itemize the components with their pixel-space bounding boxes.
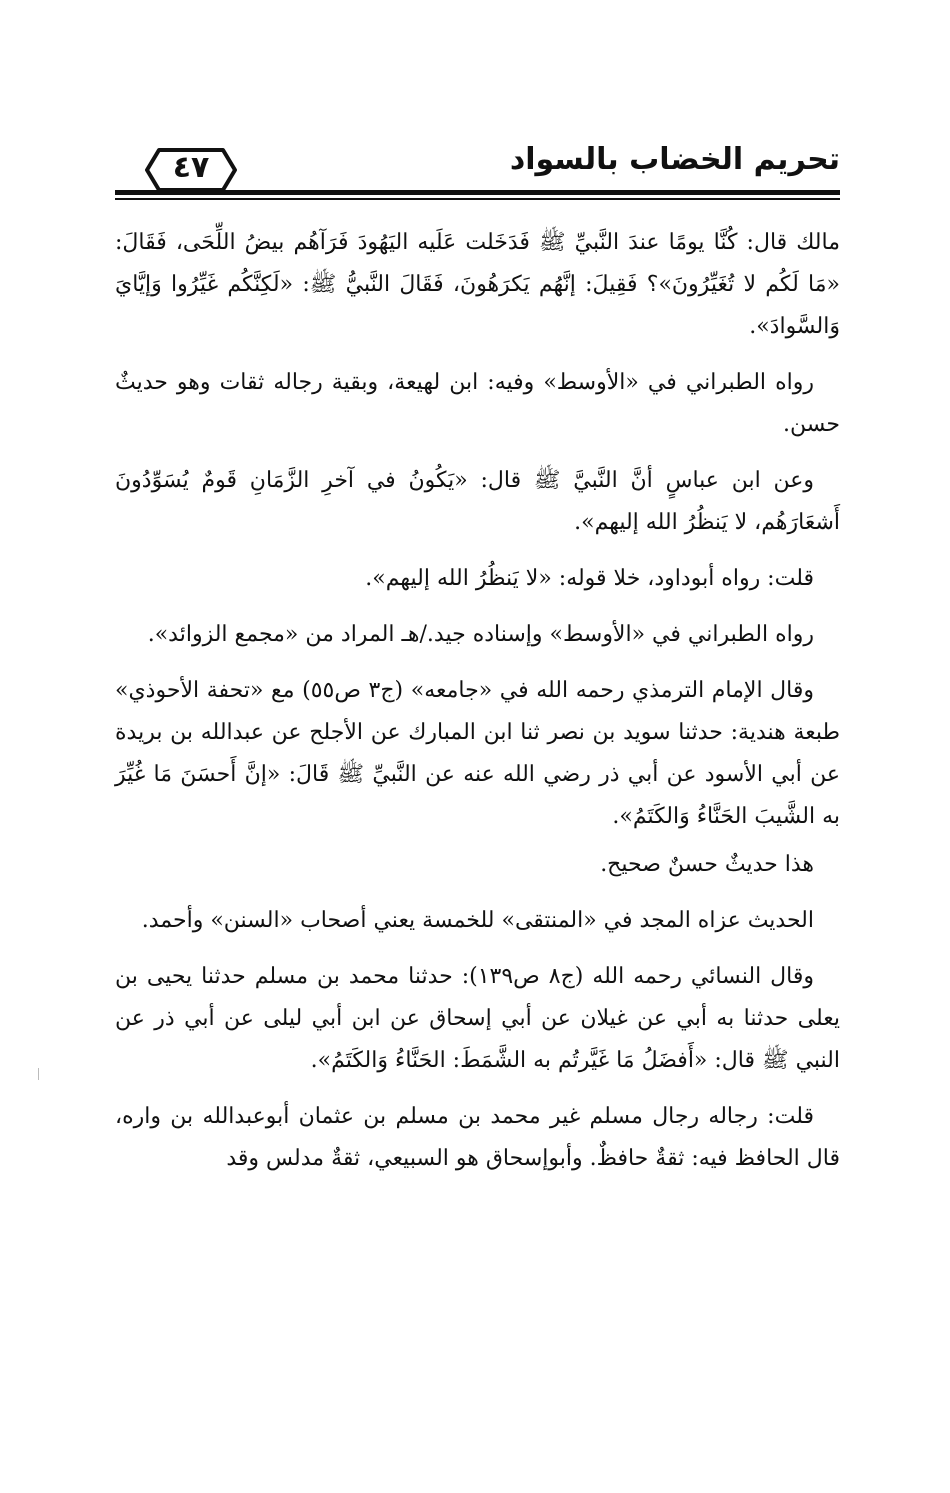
paragraph: مالك قال: كُنَّا يومًا عندَ النَّبيِّ ﷺ فَدَخَلت عَلَيه اليَهُودَ فَرَآهُم بيضُ اللِّحَى، فَقَالَ: «مَا لَكُم لا تُغَيِّرُونَ»؟ فَقِيلَ: إنَّهُم يَكرَهُونَ، فَقَالَ النَّبيُّ ﷺ: «لَكِنَّكُم غَيِّرُوا وَإيَّايَ وَالسَّوادَ».	[115, 230, 840, 339]
paragraph: رواه الطبراني في «الأوسط» وإسناده جيد./هـ المراد من «مجمع الزوائد».	[147, 622, 814, 647]
paragraph: الحديث عزاه المجد في «المنتقى» للخمسة يعني أصحاب «السنن» وأحمد.	[141, 908, 814, 933]
page-header	[115, 138, 840, 208]
paragraph: رواه الطبراني في «الأوسط» وفيه: ابن لهيعة، وبقية رجاله ثقات وهو حديثٌ حسن.	[115, 370, 840, 437]
page-number: ٤٧	[172, 150, 210, 185]
paragraph: وقال النسائي رحمه الله (ج٨ ص١٣٩): حدثنا محمد بن مسلم حدثنا يحيى بن يعلى حدثنا به أبي عن غيلان عن أبي إسحاق عن ابن أبي ليلى عن أبي ذر عن النبي ﷺ قال: «أَفضَلُ مَا غَيَّرتُم به الشَّمَطَ: الحَنَّاءُ وَالكَتَمُ».	[115, 964, 840, 1073]
paragraph: قلت: رواه أبوداود، خلا قوله: «لا يَنظُرُ الله إليهم».	[365, 566, 814, 591]
page-body	[115, 222, 840, 1194]
running-title: تحريم الخضاب بالسواد	[509, 142, 840, 177]
paragraph: قلت: رجاله رجال مسلم غير محمد بن مسلم بن عثمان أبوعبدالله بن واره، قال الحافظ فيه: ثقةٌ حافظٌ. وأبوإسحاق هو السبيعي، ثقةٌ مدلس وقد	[115, 1104, 840, 1171]
paragraph: وقال الإمام الترمذي رحمه الله في «جامعه» (ج٣ ص٥٥) مع «تحفة الأحوذي» طبعة هندية: حدثنا سويد بن نصر ثنا ابن المبارك عن الأجلح عن عبدالله بن بريدة عن أبي الأسود عن أبي ذر رضي الله عنه عن النَّبيِّ ﷺ قَالَ: «إنَّ أَحسَنَ مَا غُيِّرَ به الشَّيبَ الحَنَّاءُ وَالكَتَمُ».	[115, 678, 840, 829]
paragraph: وعن ابن عباسٍ أنَّ النَّبيَّ ﷺ قال: «يَكُونُ في آخرِ الزَّمَانِ قَومٌ يُسَوِّدُونَ أَشعَارَهُم، لا يَنظُرُ الله إليهم».	[115, 468, 840, 535]
paragraph: هذا حديثٌ حسنٌ صحيح.	[600, 852, 814, 877]
margin-mark	[38, 1068, 39, 1080]
